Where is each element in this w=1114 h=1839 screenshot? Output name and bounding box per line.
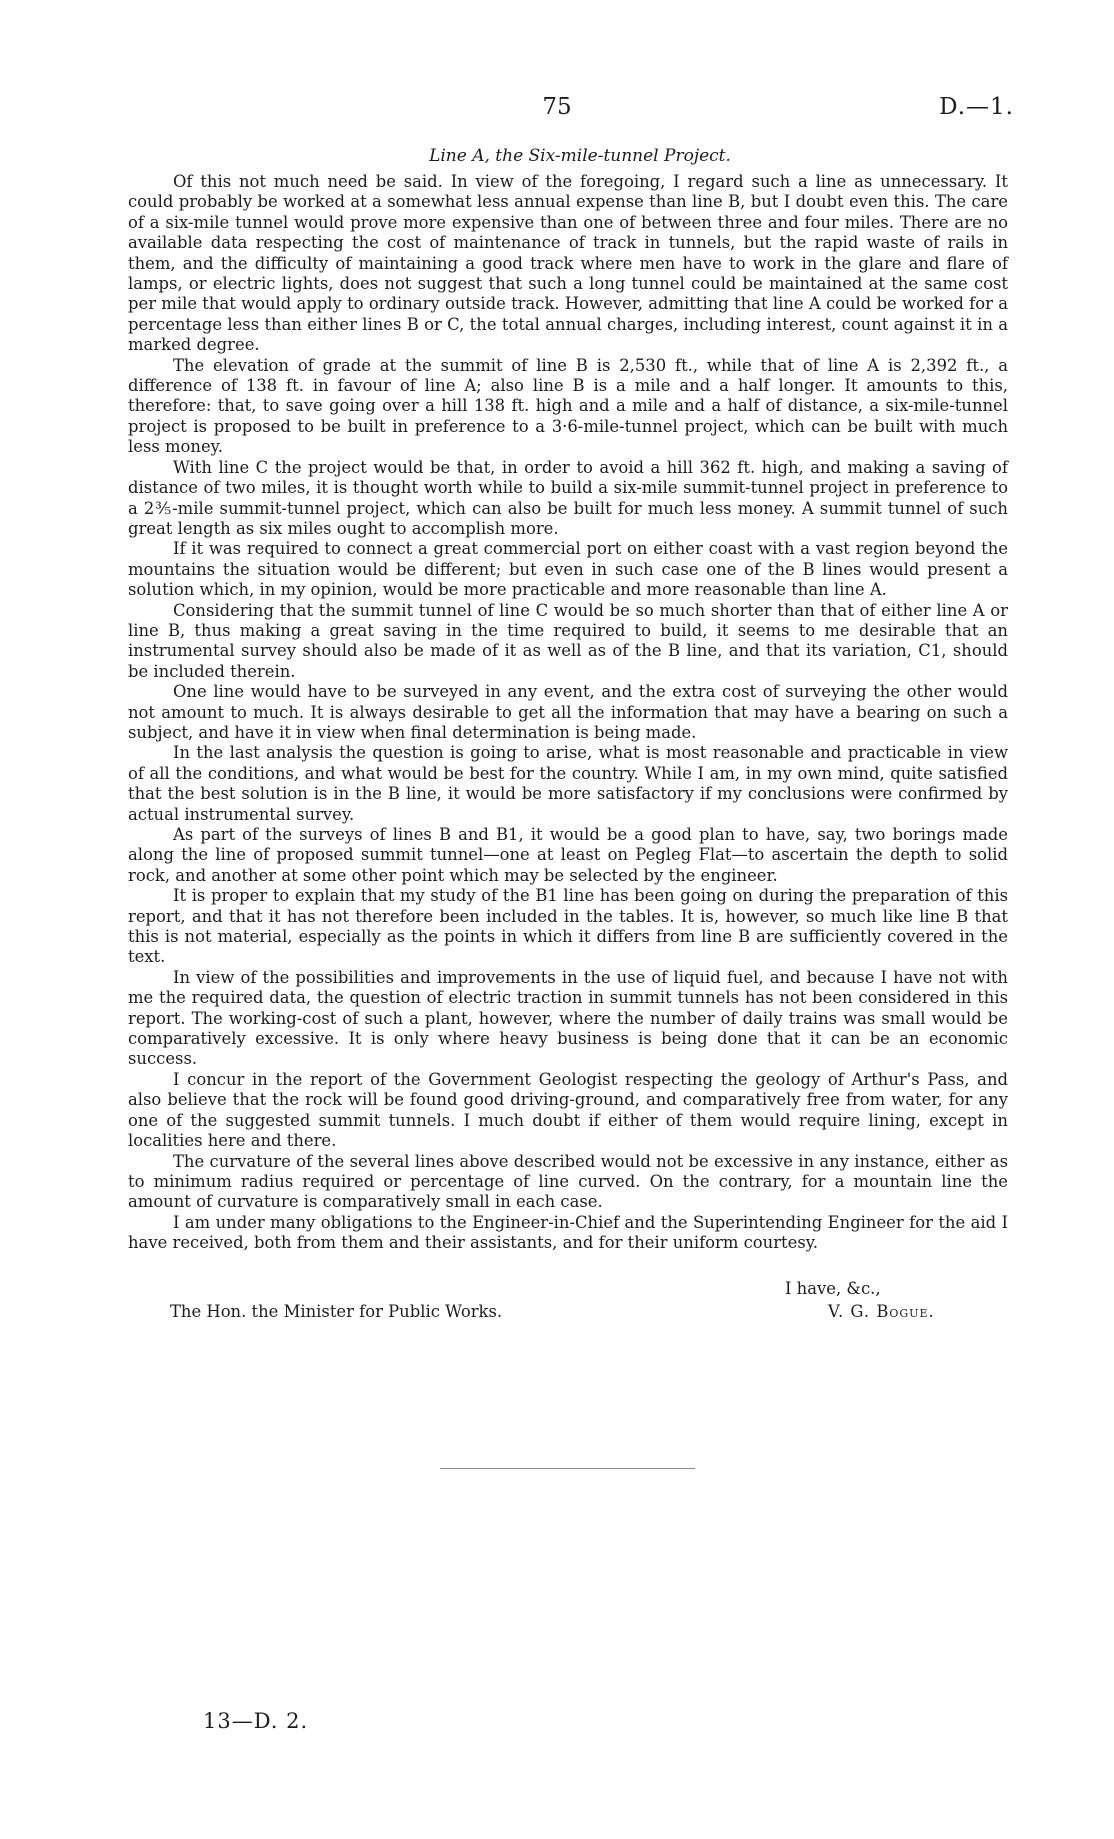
paragraph: As part of the surveys of lines B and B1, it would be a good plan to have, say, two borings made along the line of proposed summit tunnel—one at least on Pegleg Flat—to ascertain the depth to solid rock, and another at some other point which may be selected by the engineer. — [128, 825, 1008, 885]
paragraph: Of this not much need be said. In view of the foregoing, I regard such a line as unnecessary. It could probably be worked at a somewhat less annual expense than line B, but I doubt even this. The care of a six-mile tunnel would prove more expensive than one of between three and four miles. There are no available data respecting the cost of maintenance of track in tunnels, but the rapid waste of rails in them, and the difficulty of maintaining a good track where men have to work in the glare and flare of lamps, or electric lights, does not suggest that such a long tunnel could be maintained at the same cost per mile that would apply to ordinary outside track. However, admitting that line A could be worked for a percentage less than either lines B or C, the total annual charges, including interest, count against it in a marked degree. — [128, 172, 1008, 355]
paragraph: The elevation of grade at the summit of line B is 2,530 ft., while that of line A is 2,392 ft., a difference of 138 ft. in favour of line A; also line B is a mile and a half longer. It amounts to this, therefore: that, to save going over a hill 138 ft. high and a mile and a half of distance, a six-mile-tunnel project is proposed to be built in preference to a 3·6-mile-tunnel project, which can be built with much less money. — [128, 355, 1008, 457]
paragraph: I am under many obligations to the Engineer-in-Chief and the Superintending Engineer for the aid I have received, both from them and their assistants, and for their uniform courtesy. — [128, 1212, 1008, 1253]
paragraph: In view of the possibilities and improvements in the use of liquid fuel, and because I have not with me the required data, the question of electric traction in summit tunnels has not been considered in this report. The working-cost of such a plant, however, where the number of daily trains was small would be comparatively excessive. It is only where heavy business is being done that it can be an economic success. — [128, 967, 1008, 1069]
page-number: 75 — [542, 94, 572, 120]
section-divider — [440, 1468, 695, 1469]
paragraph: I concur in the report of the Government Geologist respecting the geology of Arthur's Pass, and also believe that the rock will be found good driving-ground, and comparatively free from water, for any one of the suggested summit tunnels. I much doubt if either of them would require lining, except in localities here and there. — [128, 1069, 1008, 1151]
paragraph: Considering that the summit tunnel of line C would be so much shorter than that of either line A or line B, thus making a great saving in the time required to build, it seems to me desirable that an instrumental survey should also be made of it as well as of the B line, and that its variation, C1, should be included therein. — [128, 600, 1008, 681]
footer-reference: 13—D. 2. — [203, 1709, 309, 1733]
signoff: I have, &c., — [785, 1279, 881, 1298]
signature: V. G. Bogue. — [828, 1302, 935, 1321]
paragraph: It is proper to explain that my study of the B1 line has been going on during the preparation of this report, and that it has not therefore been included in the tables. It is, however, so much like line B that this is not material, especially as the points in which it differs from line B are sufficiently covered in the text. — [128, 886, 1008, 967]
paragraph: If it was required to connect a great commercial port on either coast with a vast region beyond the mountains the situation would be different; but even in such case one of the B lines would present a solution which, in my opinion, would be more practicable and more reasonable than line A. — [128, 539, 1008, 600]
paragraph: In the last analysis the question is going to arise, what is most reasonable and practicable in view of all the conditions, and what would be best for the country. While I am, in my own mind, quite satisfied that the best solution is in the B line, it would be more satisfactory if my conclusions were confirmed by actual instrumental survey. — [128, 743, 1008, 824]
addressee: The Hon. the Minister for Public Works. — [170, 1302, 503, 1321]
document-reference: D.—1. — [939, 94, 1014, 120]
paragraph: The curvature of the several lines above described would not be excessive in any instance, either as to minimum radius required or percentage of line curved. On the contrary, for a mountain line the amount of curvature is comparatively small in each case. — [128, 1151, 1008, 1212]
section-title: Line A, the Six-mile-tunnel Project. — [429, 146, 731, 166]
report-body — [128, 172, 1008, 1254]
paragraph: One line would have to be surveyed in any event, and the extra cost of surveying the other would not amount to much. It is always desirable to get all the information that may have a bearing on such a subject, and have it in view when final determination is being made. — [128, 682, 1008, 742]
paragraph: With line C the project would be that, in order to avoid a hill 362 ft. high, and making a saving of distance of two miles, it is thought worth while to build a six-mile summit-tunnel project in preference to a 2⅗-mile summit-tunnel project, which can also be built for much less money. A summit tunnel of such great length as six miles ought to accomplish more. — [128, 457, 1008, 538]
